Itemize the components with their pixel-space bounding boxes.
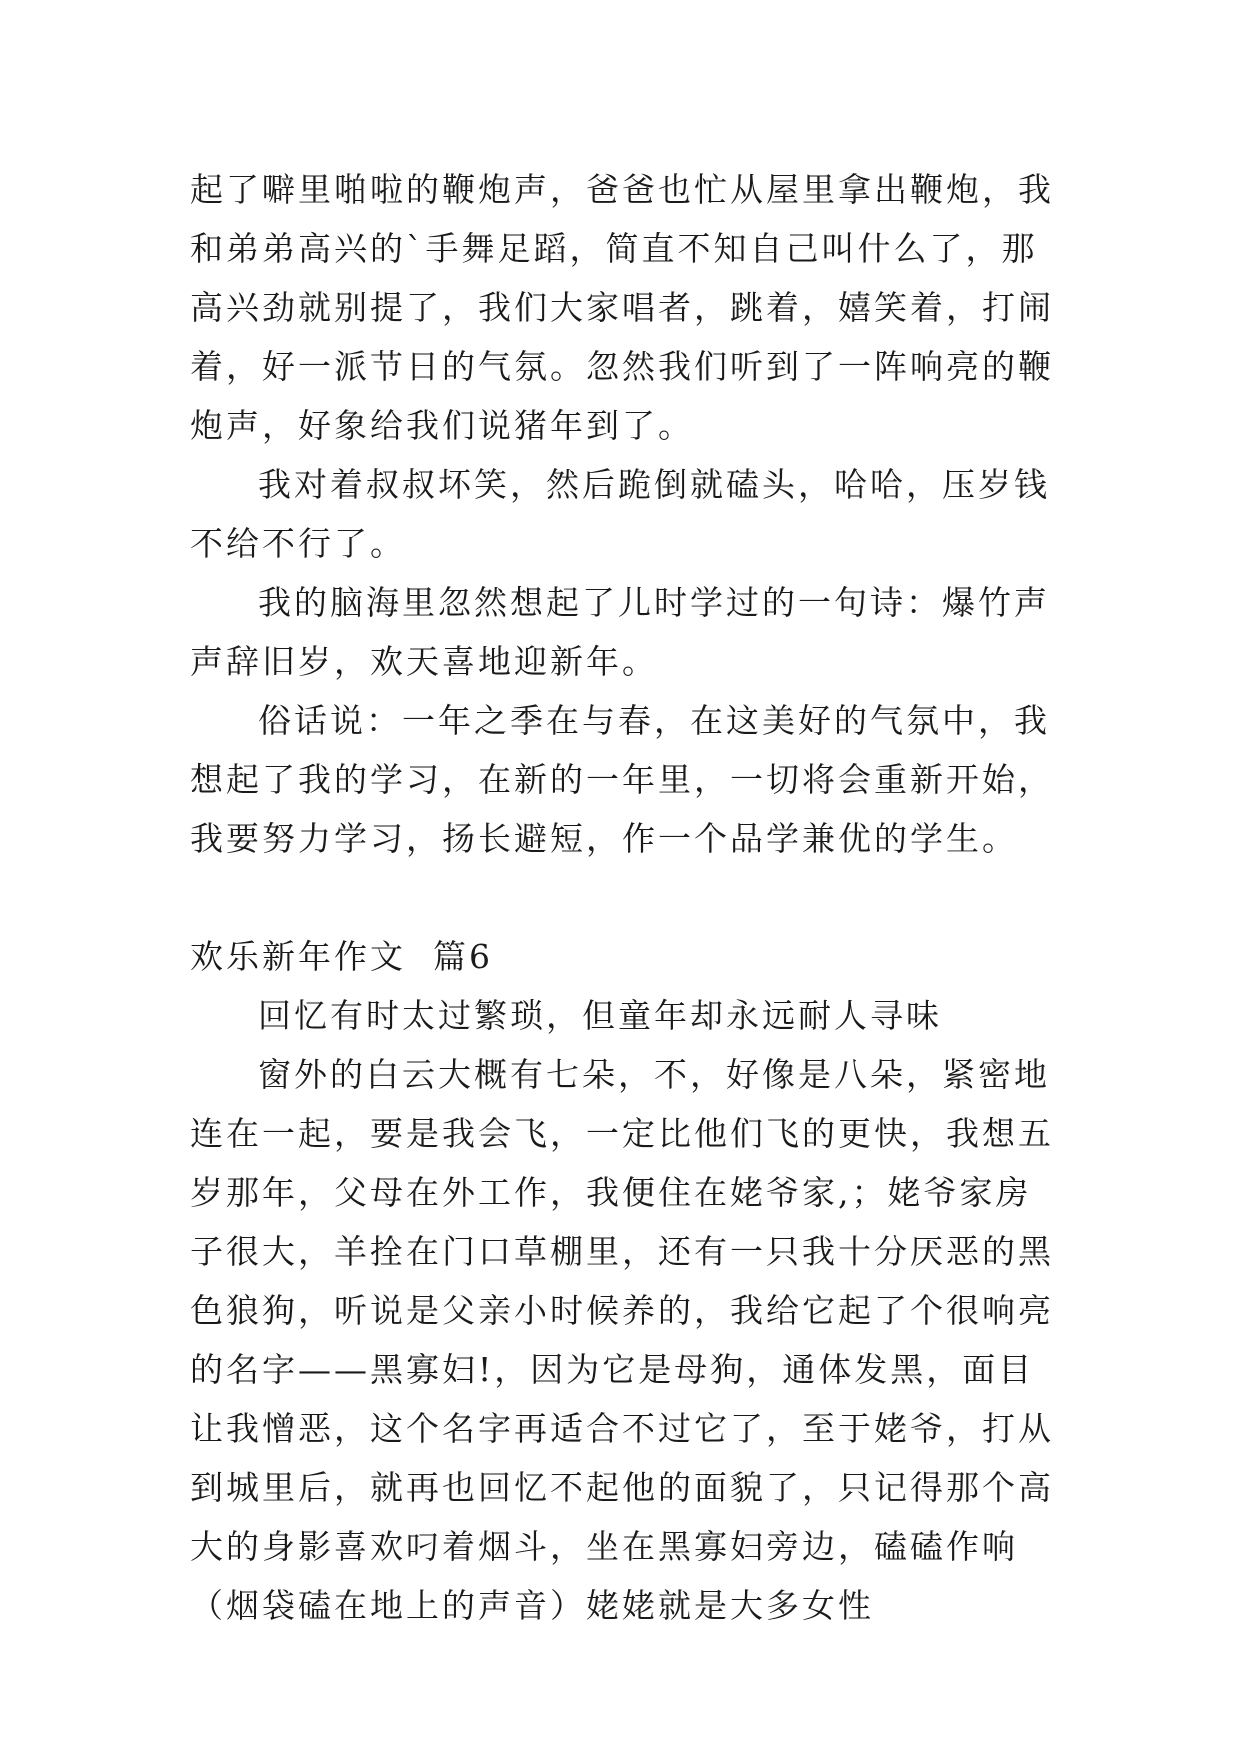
paragraph: 俗话说：一年之季在与春，在这美好的气氛中，我想起了我的学习，在新的一年里，一切将会重新开始，我要努力学习，扬长避短，作一个品学兼优的学生。 bbox=[190, 701, 1054, 858]
paragraph-subtitle: 回忆有时太过繁琐，但童年却永远耐人寻味 bbox=[258, 996, 942, 1035]
paragraph: 窗外的白云大概有七朵，不，好像是八朵，紧密地连在一起，要是我会飞，一定比他们飞的更快，我想五岁那年，父母在外工作，我便住在姥爷家,；姥爷家房子很大，羊拴在门口草棚里，还有一只我十分厌恶的黑色狼狗，听说是父亲小时候养的，我给它起了个很响亮的名字——黑寡妇!，因为它是母狗，通体发黑，面目让我憎恶，这个名字再适合不过它了，至于姥爷，打从到城里后，就再也回忆不起他的面貌了，只记得那个高大的身影喜欢叼着烟斗，坐在黑寡妇旁边，磕磕作响（烟袋磕在地上的声音）姥姥就是大多女性 bbox=[190, 1055, 1054, 1625]
paragraph: 我对着叔叔坏笑，然后跪倒就磕头，哈哈，压岁钱不给不行了。 bbox=[190, 465, 1050, 563]
section-title: 欢乐新年作文 篇6 bbox=[190, 937, 493, 976]
paragraph-continued: 起了噼里啪啦的鞭炮声，爸爸也忙从屋里拿出鞭炮，我和弟弟高兴的`手舞足蹈，简直不知自己叫什么了，那高兴劲就别提了，我们大家唱者，跳着，嬉笑着，打闹着，好一派节日的气氛。忽然我们听到了一阵响亮的鞭炮声，好象给我们说猪年到了。 bbox=[190, 170, 1054, 445]
paragraph: 我的脑海里忽然想起了儿时学过的一句诗：爆竹声声辞旧岁，欢天喜地迎新年。 bbox=[190, 583, 1050, 681]
essay-body bbox=[190, 160, 1060, 1635]
section-gap bbox=[190, 868, 1060, 927]
